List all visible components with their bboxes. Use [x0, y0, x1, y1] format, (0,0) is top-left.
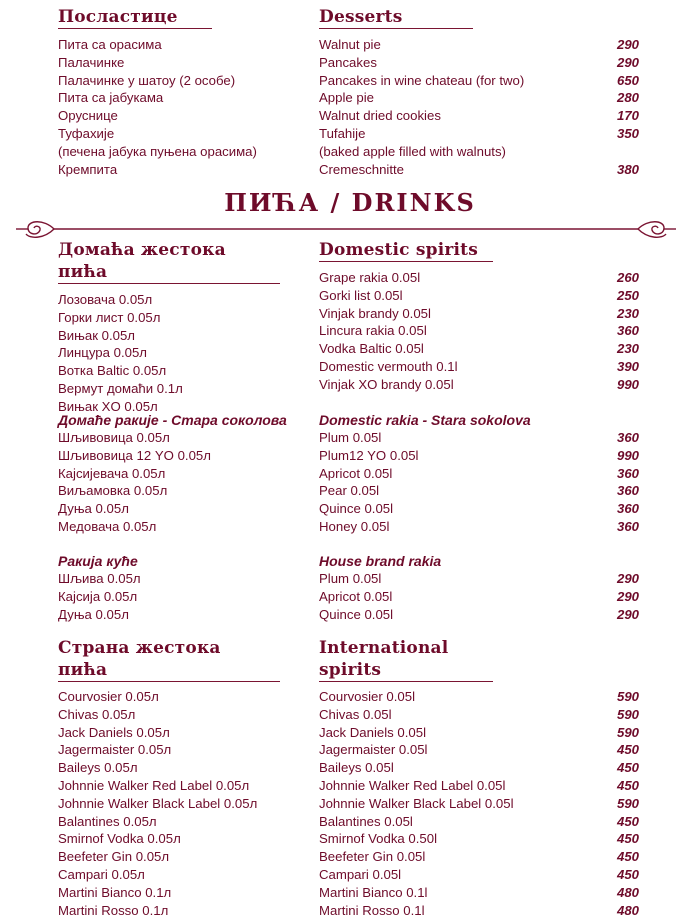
item-name-en: Plum 0.05l [319, 571, 382, 586]
item-name-en: Martini Rosso 0.1l [319, 902, 425, 918]
menu-item [319, 447, 639, 465]
item-name-sr: Вермут домаћи 0.1л [58, 380, 183, 396]
item-name-en: Jagermaister 0.05l [319, 742, 428, 758]
menu-item [319, 376, 639, 394]
item-price: 290 [616, 588, 639, 604]
item-price: 450 [616, 849, 639, 865]
item-name-en: Vinjak XO brandy 0.05l [319, 376, 454, 392]
section-heading: Посластице [58, 6, 212, 29]
domestic-spirits-en-section [319, 239, 639, 394]
menu-item [58, 588, 308, 606]
menu-item [58, 161, 308, 179]
house-rakia-sr-section [58, 552, 308, 623]
menu-item [319, 72, 639, 90]
item-list [319, 429, 639, 536]
menu-item [319, 143, 639, 161]
item-name-sr: Martini Bianco 0.1л [58, 884, 172, 900]
section-subheading: Ракија куће [58, 553, 138, 569]
item-price: 260 [616, 270, 639, 285]
menu-item [58, 813, 308, 831]
menu-item [319, 482, 639, 500]
item-name-sr: Кремпита [58, 161, 118, 177]
item-name-en: Smirnof Vodka 0.50l [319, 831, 438, 847]
item-name-en: Pancakes [319, 54, 377, 70]
menu-item [319, 688, 639, 706]
item-price: 450 [616, 760, 639, 776]
menu-item [58, 465, 308, 483]
menu-item [58, 606, 308, 624]
item-name-en: Chivas 0.05l [319, 706, 392, 722]
item-price: 450 [616, 813, 639, 829]
menu-item [58, 72, 308, 90]
menu-item [58, 795, 308, 813]
item-name-en: (baked apple filled with walnuts) [319, 143, 506, 159]
item-name-sr: Balantines 0.05л [58, 813, 157, 829]
domestic-rakia-en-section [319, 411, 639, 536]
item-list [319, 36, 639, 178]
item-name-sr: Оруснице [58, 108, 118, 124]
menu-item [58, 482, 308, 500]
item-name-sr: Jagermaister 0.05л [58, 742, 172, 758]
item-name-en: Balantines 0.05l [319, 813, 413, 829]
menu-item [319, 884, 639, 902]
item-name-sr: Шљивовица 12 YO 0.05л [58, 447, 211, 463]
menu-item [58, 759, 308, 777]
menu-item [319, 813, 639, 831]
item-price: 990 [616, 376, 639, 392]
menu-item [58, 570, 308, 588]
item-name-en: Courvosier 0.05l [319, 689, 416, 704]
item-price: 590 [616, 689, 639, 704]
item-name-sr: Туфахије [58, 125, 115, 141]
menu-item [319, 465, 639, 483]
menu-item [58, 291, 308, 309]
item-price: 280 [616, 90, 639, 106]
item-name-en: Lincura rakia 0.05l [319, 323, 427, 339]
item-list [58, 291, 308, 416]
item-name-sr: Вињак 0.05л [58, 327, 136, 343]
domestic-rakia-sr-section [58, 411, 308, 536]
item-list [58, 429, 308, 536]
item-price: 290 [616, 571, 639, 586]
section-heading: Страна жестока пића [58, 637, 280, 682]
item-name-sr: Campari 0.05л [58, 866, 145, 882]
international-spirits-sr-section [58, 637, 308, 919]
item-price: 290 [616, 606, 639, 622]
section-subheading: House brand rakia [319, 553, 442, 569]
item-name-sr: Шљива 0.05л [58, 571, 141, 586]
item-name-en: Jack Daniels 0.05l [319, 724, 427, 740]
section-heading: Домаћа жестока пића [58, 239, 280, 284]
item-price: 230 [616, 341, 639, 357]
item-name-en: Apricot 0.05l [319, 588, 393, 604]
menu-item [319, 902, 639, 919]
menu-item [58, 688, 308, 706]
item-name-en: Pear 0.05l [319, 483, 380, 499]
item-name-sr: Линцура 0.05л [58, 345, 147, 361]
item-name-sr: Johnnie Walker Red Label 0.05л [58, 777, 250, 793]
item-list [319, 688, 639, 919]
menu-item [58, 362, 308, 380]
menu-item [58, 884, 308, 902]
section-heading: Domestic spirits [319, 239, 493, 262]
item-name-sr: Палачинке [58, 54, 125, 70]
item-name-sr: Baileys 0.05л [58, 760, 138, 776]
menu-item [319, 500, 639, 518]
item-name-sr: Martini Rosso 0.1л [58, 902, 169, 918]
menu-item [319, 588, 639, 606]
item-name-sr: Вињак XO 0.05л [58, 398, 158, 414]
item-name-en: Vinjak brandy 0.05l [319, 305, 431, 321]
menu-item [58, 89, 308, 107]
item-name-sr: Smirnof Vodka 0.05л [58, 831, 181, 847]
item-price: 590 [616, 724, 639, 740]
item-name-en: Quince 0.05l [319, 606, 394, 622]
menu-item [319, 89, 639, 107]
item-list [58, 688, 308, 919]
menu-item [319, 866, 639, 884]
item-name-en: Plum 0.05l [319, 430, 382, 445]
item-name-sr: Пита са јабукама [58, 90, 164, 106]
menu-item [58, 741, 308, 759]
item-price: 450 [616, 777, 639, 793]
menu-item [58, 902, 308, 919]
menu-item [319, 54, 639, 72]
item-name-sr: Горки лист 0.05л [58, 309, 161, 325]
item-name-en: Quince 0.05l [319, 501, 394, 517]
menu-item [319, 161, 639, 179]
menu-item [319, 741, 639, 759]
menu-item [319, 606, 639, 624]
item-price: 170 [616, 108, 639, 124]
item-price: 250 [616, 287, 639, 303]
item-name-sr: Johnnie Walker Black Label 0.05л [58, 795, 258, 811]
item-price: 480 [616, 884, 639, 900]
item-name-sr: Кајсијевача 0.05л [58, 465, 166, 481]
menu-item [58, 706, 308, 724]
item-name-sr: Jack Daniels 0.05л [58, 724, 170, 740]
item-name-en: Apricot 0.05l [319, 465, 393, 481]
house-rakia-en-section [319, 552, 639, 623]
item-name-en: Plum12 YO 0.05l [319, 447, 419, 463]
item-price: 360 [616, 465, 639, 481]
item-price: 450 [616, 866, 639, 882]
item-name-sr: Courvosier 0.05л [58, 689, 159, 704]
item-name-en: Johnnie Walker Black Label 0.05l [319, 795, 514, 811]
item-list [319, 570, 639, 623]
item-price: 450 [616, 742, 639, 758]
item-price: 990 [616, 447, 639, 463]
menu-item [58, 447, 308, 465]
menu-item [319, 340, 639, 358]
item-price: 590 [616, 795, 639, 811]
item-price: 480 [616, 902, 639, 918]
menu-item [319, 518, 639, 536]
menu-item [58, 54, 308, 72]
menu-item [319, 777, 639, 795]
item-name-en: Johnnie Walker Red Label 0.05l [319, 777, 506, 793]
item-name-en: Apple pie [319, 90, 374, 106]
item-name-sr: Кајсија 0.05л [58, 588, 138, 604]
menu-item [319, 429, 639, 447]
menu-item [319, 269, 639, 287]
item-name-en: Grape rakia 0.05l [319, 270, 421, 285]
item-price: 290 [616, 54, 639, 70]
section-subheading: Domestic rakia - Stara sokolova [319, 412, 531, 428]
item-name-sr: Медовача 0.05л [58, 518, 157, 534]
menu-item [319, 795, 639, 813]
item-name-sr: Пита са орасима [58, 37, 162, 52]
item-price: 360 [616, 501, 639, 517]
item-name-en: Martini Bianco 0.1l [319, 884, 428, 900]
item-name-en: Cremeschnitte [319, 161, 405, 177]
menu-item [319, 287, 639, 305]
desserts-en-section [319, 6, 639, 178]
item-price: 360 [616, 483, 639, 499]
item-name-sr: Дуња 0.05л [58, 501, 129, 517]
menu-item [58, 327, 308, 345]
item-price: 360 [616, 430, 639, 445]
item-price: 380 [616, 161, 639, 177]
item-name-sr: Вотка Baltic 0.05л [58, 363, 167, 379]
domestic-spirits-sr-section [58, 239, 308, 416]
section-heading: International spirits [319, 637, 493, 682]
item-price: 360 [616, 518, 639, 534]
menu-item [319, 706, 639, 724]
menu-item [319, 358, 639, 376]
item-name-en: Baileys 0.05l [319, 760, 394, 776]
item-name-sr: Палачинке у шатоу (2 особе) [58, 72, 236, 88]
item-name-en: Pancakes in wine chateau (for two) [319, 72, 525, 88]
menu-item [319, 570, 639, 588]
menu-item [58, 107, 308, 125]
section-heading: Desserts [319, 6, 473, 29]
item-name-en: Domestic vermouth 0.1l [319, 358, 458, 374]
item-price: 350 [616, 125, 639, 141]
item-name-sr: Шљивовица 0.05л [58, 430, 170, 445]
item-name-sr: Дуња 0.05л [58, 606, 129, 622]
menu-item [58, 848, 308, 866]
item-name-sr: Виљамовка 0.05л [58, 483, 168, 499]
menu-item [58, 866, 308, 884]
menu-item [58, 344, 308, 362]
item-price: 450 [616, 831, 639, 847]
international-spirits-en-section [319, 637, 639, 919]
menu-item [58, 518, 308, 536]
menu-item [58, 777, 308, 795]
menu-item [58, 125, 308, 143]
item-list [58, 570, 308, 623]
menu-item [319, 724, 639, 742]
menu-item [58, 724, 308, 742]
item-name-en: Gorki list 0.05l [319, 287, 403, 303]
item-name-sr: Beefeter Gin 0.05л [58, 849, 170, 865]
item-name-en: Vodka Baltic 0.05l [319, 341, 424, 357]
item-list [58, 36, 308, 178]
item-name-en: Walnut pie [319, 37, 381, 52]
item-name-sr: Лозовача 0.05л [58, 292, 153, 307]
menu-item [319, 759, 639, 777]
drinks-title: ПИЋА / DRINKS [224, 188, 476, 217]
item-price: 590 [616, 706, 639, 722]
menu-item [319, 305, 639, 323]
menu-item [319, 830, 639, 848]
menu-item [319, 36, 639, 54]
item-list [319, 269, 639, 394]
item-price: 360 [616, 323, 639, 339]
item-name-en: Campari 0.05l [319, 866, 402, 882]
item-name-sr: Chivas 0.05л [58, 706, 136, 722]
item-name-sr: (печена јабука пуњена орасима) [58, 143, 257, 159]
item-name-en: Walnut dried cookies [319, 108, 441, 124]
item-name-en: Tufahije [319, 125, 366, 141]
menu-item [319, 848, 639, 866]
menu-item [58, 36, 308, 54]
menu-item [58, 429, 308, 447]
menu-item [319, 107, 639, 125]
menu-item [319, 322, 639, 340]
menu-item [58, 830, 308, 848]
menu-item [319, 125, 639, 143]
item-price: 650 [616, 72, 639, 88]
item-name-en: Beefeter Gin 0.05l [319, 849, 426, 865]
menu-item [58, 309, 308, 327]
menu-item [58, 143, 308, 161]
desserts-sr-section [58, 6, 308, 178]
item-price: 290 [616, 37, 639, 52]
item-price: 230 [616, 305, 639, 321]
item-name-en: Honey 0.05l [319, 518, 390, 534]
item-price: 390 [616, 358, 639, 374]
section-subheading: Домаће ракије - Стара соколова [58, 412, 287, 428]
menu-item [58, 500, 308, 518]
menu-item [58, 380, 308, 398]
